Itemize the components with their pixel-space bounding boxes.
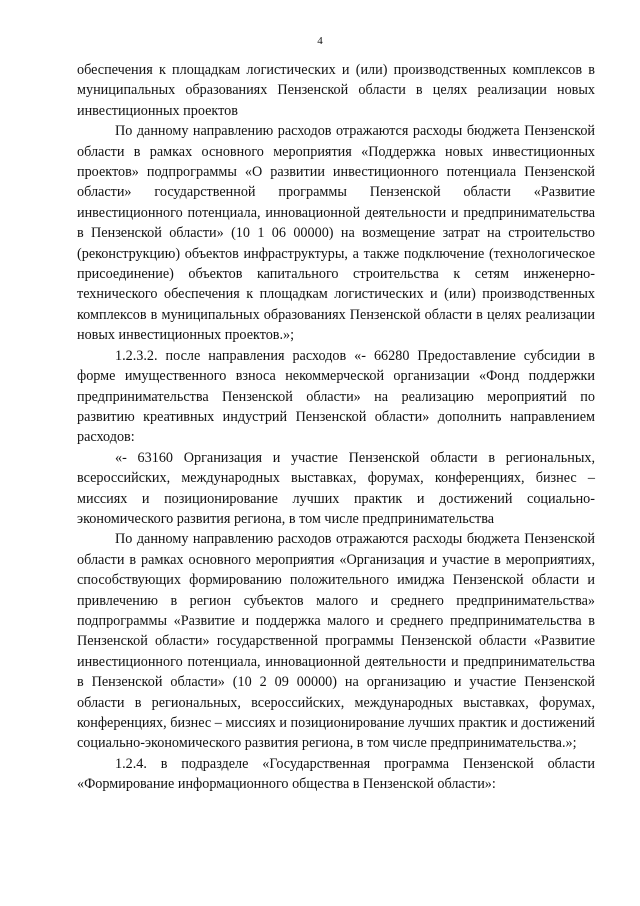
page-number: 4	[317, 35, 323, 47]
paragraph-description: По данному направлению расходов отражаются расходы бюджета Пензенской области в рамках основного мероприятия «Организация и участие в мероприятиях, способствующих формированию положительного имиджа Пензенской области и привлечению в регион субъектов малого и среднего предпринимательства» подпрограммы «Развитие и поддержка малого и среднего предпринимательства в Пензенской области» государственной программы Пензенской области «Развитие инвестиционного потенциала, инновационной деятельности и предпринимательства в Пензенской области» (10 2 09 00000) на организацию и участие Пензенской области в региональных, всероссийских, международных выставках, форумах, конференциях, бизнес – миссиях и позиционирование лучших практик и достижений социально-экономического развития региона, в том числе предпринимательства.»;	[77, 531, 595, 752]
document-body	[77, 60, 595, 795]
paragraph-item-1-2-4: 1.2.4. в подразделе «Государственная программа Пензенской области «Формирование информационного общества в Пензенской области»:	[77, 755, 595, 793]
paragraph-continuation: обеспечения к площадкам логистических и (или) производственных комплексов в муниципальных образованиях Пензенской области в целях реализации новых инвестиционных проектов	[77, 62, 595, 119]
paragraph-expense-63160: «- 63160 Организация и участие Пензенской области в региональных, всероссийских, международных выставках, форумах, конференциях, бизнес – миссиях и позиционирование лучших практик и достижений социально-экономического развития региона, в том числе предпринимательства	[77, 449, 595, 527]
paragraph-description: По данному направлению расходов отражаются расходы бюджета Пензенской области в рамках основного мероприятия «Поддержка новых инвестиционных проектов» подпрограммы «О развитии инвестиционного потенциала Пензенской области» государственной программы Пензенской области «Развитие инвестиционного потенциала, инновационной деятельности и предпринимательства в Пензенской области» (10 1 06 00000) на возмещение затрат на строительство (реконструкцию) объектов инфраструктуры, а также подключение (технологическое присоединение) объектов капитального строительства к сетям инженерно-технического обеспечения к площадкам логистических и (или) производственных комплексов в муниципальных образованиях Пензенской области в целях реализации новых инвестиционных проектов.»;	[77, 123, 595, 344]
paragraph-item-1-2-3-2: 1.2.3.2. после направления расходов «- 66280 Предоставление субсидии в форме имущественного взноса некоммерческой организации «Фонд поддержки предпринимательства Пензенской области» на реализацию мероприятий по развитию креативных индустрий Пензенской области» дополнить направлением расходов:	[77, 347, 595, 446]
